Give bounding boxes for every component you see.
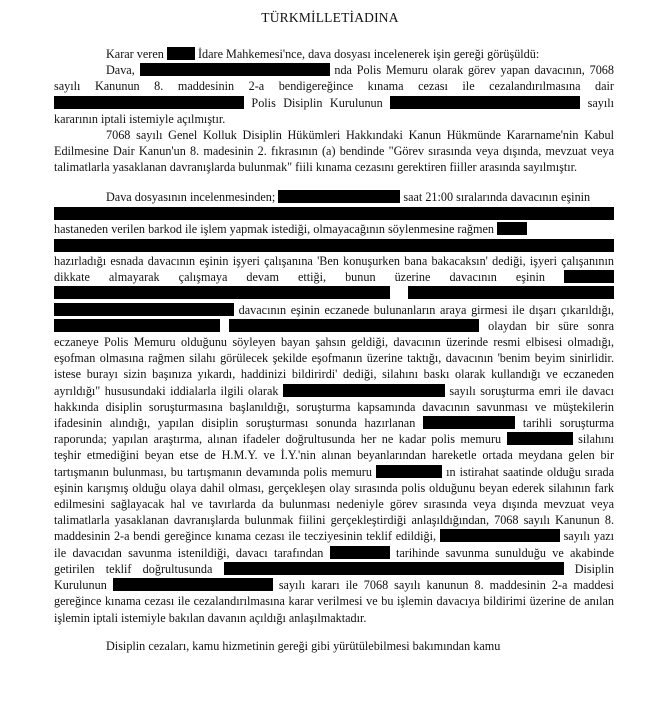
redaction-bar — [390, 96, 580, 109]
paragraph-text: tarihinde savunma sunulduğu ve akabinde getirilen teklif doğrultusunda — [54, 545, 615, 576]
redaction-bar — [167, 47, 195, 60]
paragraph-text: olaydan bir süre sonra eczaneye Polis Memuru olduğunu söyleyen bayan şahsın geldiği, davacının üzerinde resmi elbisesi olmadığı, eşofman olmasına rağmen silahı görülecek şekilde eşofmanın üzerine taktığı, davacının 'benim beyim sinirlidir. istese burayı sizin başınıza yıkardı, haddinizi bildirirdi' dediği, silahını baskı olarak kullandığı ve eczaneden ayrıldığı" hususundaki iddialarla ilgili olarak — [54, 318, 615, 398]
redaction-bar — [564, 270, 614, 283]
paragraph-text: hazırladığı esnada davacının eşinin işyeri çalışanına 'Ben konuşurken bana bakacaksın' dediği, işyeri çalışanının dikkate almayarak çalışmaya devam ettiği, bunun üzerine davacının eşinin — [54, 254, 614, 285]
redaction-bar — [54, 303, 234, 316]
redaction-bar — [140, 63, 330, 76]
paragraph — [54, 46, 614, 62]
redaction-bar — [497, 222, 527, 235]
redaction-bar — [224, 562, 564, 575]
paragraph-text: sayılı soruşturma emri ile davacı hakkında disiplin soruşturmasına başlanıldığı, soruşturma kapsamında davacının savunması ve müştekilerin ifadesinin alındığı, yapılan disiplin soruşturması sonunda hazırlanan — [54, 383, 615, 431]
paragraph — [54, 638, 614, 654]
paragraph-text: Karar veren — [106, 47, 164, 61]
paragraph-text: Disiplin Kurulunun — [54, 561, 615, 593]
paragraph-text: İdare Mahkemesi'nce, dava dosyası incelenerek işin gereği görüşüldü: — [197, 47, 540, 61]
redaction-bar — [440, 529, 560, 542]
redaction-bar — [54, 319, 220, 332]
redaction-bar — [54, 286, 390, 299]
redaction-bar — [113, 578, 273, 591]
document-title: TÜRKMİLLETİADINA — [261, 10, 399, 25]
paragraph — [54, 127, 614, 176]
paragraph-text: Disiplin cezaları, kamu hizmetinin gereği gibi yürütülebilmesi bakımından kamu — [106, 638, 501, 653]
document-body — [54, 46, 614, 654]
paragraph-text: davacının eşinin eczanede bulunanların araya girmesi ile dışarı çıkarıldığı, — [238, 302, 615, 317]
paragraph — [54, 189, 614, 626]
paragraph-text: Polis Disiplin Kurulunun — [251, 95, 383, 110]
redaction-bar — [278, 190, 400, 203]
paragraph-text: 7068 sayılı Genel Kolluk Disiplin Hükümleri Hakkındaki Kanun Hükmünde Kararname'nin Kabul Edilmesine Dair Kanun'un 8. madesinin 2. fıkrasının (a) bendinde "Görev sırasında veya dışında, mevzuat veya talimatlarla yasaklanan davranışlarda bulunmak" fiili kınama cezasını gerektiren fiiller arasında sayılmıştır. — [54, 128, 614, 175]
paragraph-text: Dava dosyasının incelenmesinden; — [106, 189, 276, 204]
paragraph-text: ın istirahat saatinde olduğu sırada eşinin karışmış olduğu olaya dahil olması, gerçekleşen olay sırasında polis olduğunu beyan ederek silahının fark edilmesini sağlayacak hal ve tavırlarda da bulunması nedeniyle görev sırasında veya dışında mevzuat veya talimatlarla yasaklanan davranışlarda bulunmak fiilini gerçekleştirdiği anlaşıldığından, 7068 sayılı Kanunun 8. maddesinin 2-a bendi gereğince kınama cezası ile tecziyesinin teklif edildiği, — [54, 464, 615, 544]
redaction-bar — [229, 319, 479, 332]
redaction-bar — [376, 465, 442, 478]
redaction-bar — [54, 239, 614, 252]
paragraph-text: nda Polis Memuru olarak görev yapan davacının, 7068 sayılı Kanunun 8. maddesinin 2-a bendigereğince kınama cezası ile cezalandırılmasına dair — [54, 63, 614, 94]
paragraph-text: saat 21:00 sıralarında davacının eşinin — [403, 189, 591, 204]
paragraph — [54, 62, 614, 127]
redaction-bar — [283, 384, 445, 397]
paragraph-text: hastaneden verilen barkod ile işlem yapmak istediği, olmayacağının söylenmesine rağmen — [54, 221, 494, 236]
redaction-bar — [54, 207, 614, 220]
paragraph-text: sayılı kararı ile 7068 sayılı kanunun 8. maddesinin 2-a maddesi gereğince kınama cezası ile cezalandırılmasına karar verilmesi ve bu işlemin davacıya bildirimi üzerine de anılan işlemin iptali istemiyle bakılan davanın açıldığı anlaşılmaktadır. — [54, 578, 615, 625]
redaction-bar — [423, 416, 515, 429]
paragraph-text: sayılı kararının iptali istemiyle açılmıştır. — [54, 95, 614, 126]
paragraph-text: Dava, — [106, 63, 135, 78]
redaction-bar — [54, 96, 244, 109]
redaction-bar — [408, 286, 614, 299]
redaction-bar — [330, 546, 390, 559]
paragraph-text: tarihli soruşturma raporunda; yapılan araştırma, alınan ifadeler doğrultusunda her ne kadar polis memuru — [54, 416, 614, 447]
paragraph-text: sayılı yazı ile davacıdan savunma istenildiği, davacı tarafından — [54, 529, 615, 560]
redaction-bar — [507, 432, 573, 445]
paragraph-text: silahını teşhir etmediğini beyan etse de H.M.Y. ve İ.Y.'nin alınan beyanlarından hareketle ortada meydana gelen bir tartışmanın bulunması, bu tartışmanın devamında polis memuru — [54, 432, 615, 479]
